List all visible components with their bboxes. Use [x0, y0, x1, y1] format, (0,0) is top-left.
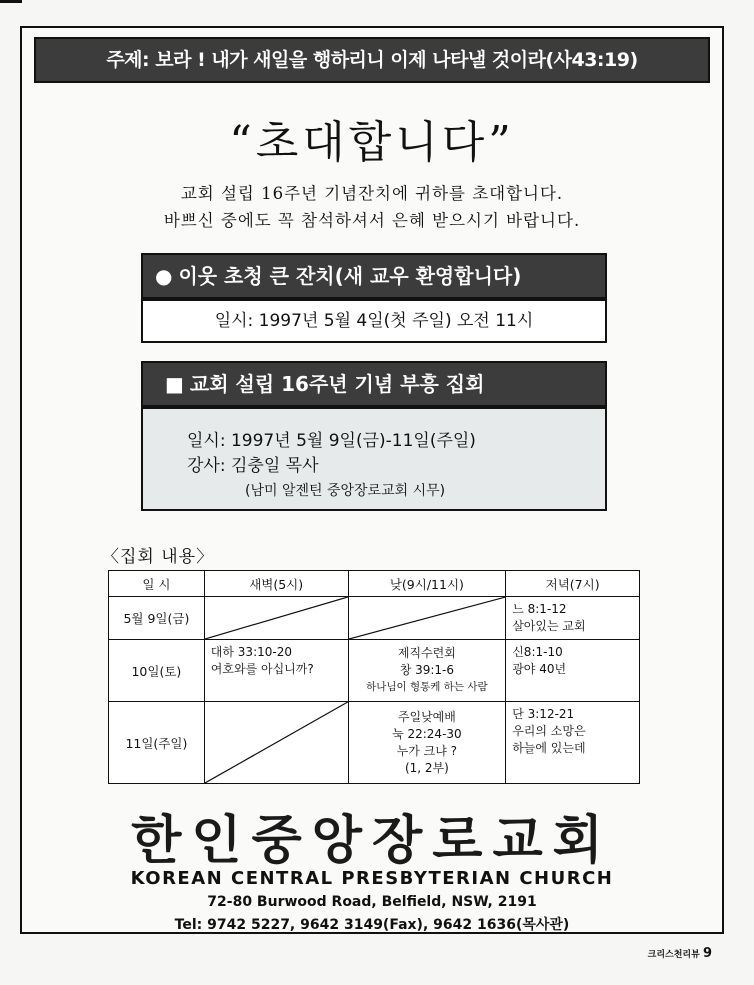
evening-cell: [506, 702, 640, 784]
evening-cell: [506, 640, 640, 702]
church-name-en: KOREAN CENTRAL PRESBYTERIAN CHURCH: [130, 868, 614, 889]
invitation-frame: [20, 26, 724, 934]
header-dawn: 새벽(5시): [204, 571, 348, 597]
row-day: 11일(주일): [109, 702, 205, 784]
event2-header: [141, 361, 607, 407]
cell-line: 우리의 소망은: [512, 724, 586, 738]
cell-line: 살아있는 교회: [512, 619, 586, 633]
cell-line: 누가 크냐 ?: [396, 743, 458, 758]
header-noon: 낮(9시/11시): [348, 571, 506, 597]
header-date: 일 시: [109, 571, 205, 597]
invitation-title: “초대합니다”: [229, 117, 515, 168]
diagonal-line: [349, 597, 506, 639]
table-row: [109, 597, 640, 640]
event1-date: 일시: 1997년 5월 4일(첫 주일) 오전 11시: [141, 299, 607, 343]
page-footer: [648, 946, 712, 961]
intro-text: [22, 180, 722, 234]
empty-cell-diagonal: [204, 597, 348, 640]
row-day: 5월 9일(금): [109, 597, 205, 640]
event2-title: 교회 설립 16주년 기념 부흥 집회: [189, 372, 485, 396]
schedule-label: 〈집회 내용〉: [102, 547, 215, 567]
header-evening: 저녁(7시): [506, 571, 640, 597]
dawn-cell: [204, 640, 348, 702]
schedule-header-row: [109, 571, 640, 597]
evening-cell: [506, 597, 640, 640]
table-row: [109, 702, 640, 784]
cell-line: 단 3:12-21: [512, 707, 575, 721]
diagonal-line: [205, 597, 348, 639]
page-number: 9: [702, 946, 712, 961]
empty-cell-diagonal: [348, 597, 506, 640]
cell-line: 제직수련회: [397, 646, 456, 660]
event2-date: 일시: 1997년 5월 9일(금)-11일(주일): [187, 431, 476, 451]
cell-line: 창 39:1-6: [399, 663, 455, 677]
event1-title: 이웃 초청 큰 잔치(새 교우 환영합니다): [178, 264, 522, 288]
row-day: 10일(토): [109, 640, 205, 702]
magazine-name: 크리스천리뷰: [647, 950, 700, 960]
diagonal-line: [205, 702, 348, 783]
intro-line: 바쁘신 중에도 꼭 참석하셔서 은혜 받으시기 바랍니다.: [163, 211, 581, 230]
cell-line: 주일낮예배: [397, 709, 456, 724]
theme-banner: 주제: 보라 ! 내가 새일을 행하리니 이제 나타낼 것이라(사43:19): [34, 37, 710, 83]
table-row: [109, 640, 640, 702]
cell-line: 대하 33:10-20: [210, 645, 292, 659]
church-address: 72-80 Burwood Road, Belfield, NSW, 2191: [207, 894, 537, 910]
corner-mark: [0, 0, 22, 3]
cell-line: 신8:1-10: [512, 645, 563, 659]
cell-line: 여호와를 아십니까?: [210, 662, 314, 676]
event1-header: [141, 253, 607, 299]
event2-details: [141, 407, 607, 511]
intro-line: 교회 설립 16주년 기념잔치에 귀하를 초대합니다.: [180, 184, 564, 203]
church-tel: Tel: 9742 5227, 9642 3149(Fax), 9642 1636(목사관): [174, 917, 570, 933]
noon-cell: [348, 640, 506, 702]
square-bullet-icon: ■: [165, 372, 184, 396]
cell-line: 하늘에 있는데: [512, 741, 586, 755]
cell-line: 광야 40년: [512, 662, 567, 676]
empty-cell-diagonal: [204, 702, 348, 784]
circle-bullet-icon: ●: [155, 264, 173, 288]
event2-note: (남미 알젠틴 중앙장로교회 시무): [245, 483, 446, 499]
cell-line: 눅 22:24-30: [392, 726, 462, 741]
noon-cell: [348, 702, 506, 784]
cell-line: 느 8:1-12: [512, 602, 567, 616]
church-logo-korean: 한인중앙장로교회: [131, 810, 613, 871]
cell-line: 하나님이 형통케 하는 사람: [366, 681, 488, 693]
event2-speaker: 강사: 김충일 목사: [187, 456, 319, 476]
schedule-table: [108, 570, 640, 784]
cell-line: (1, 2부): [404, 760, 449, 775]
